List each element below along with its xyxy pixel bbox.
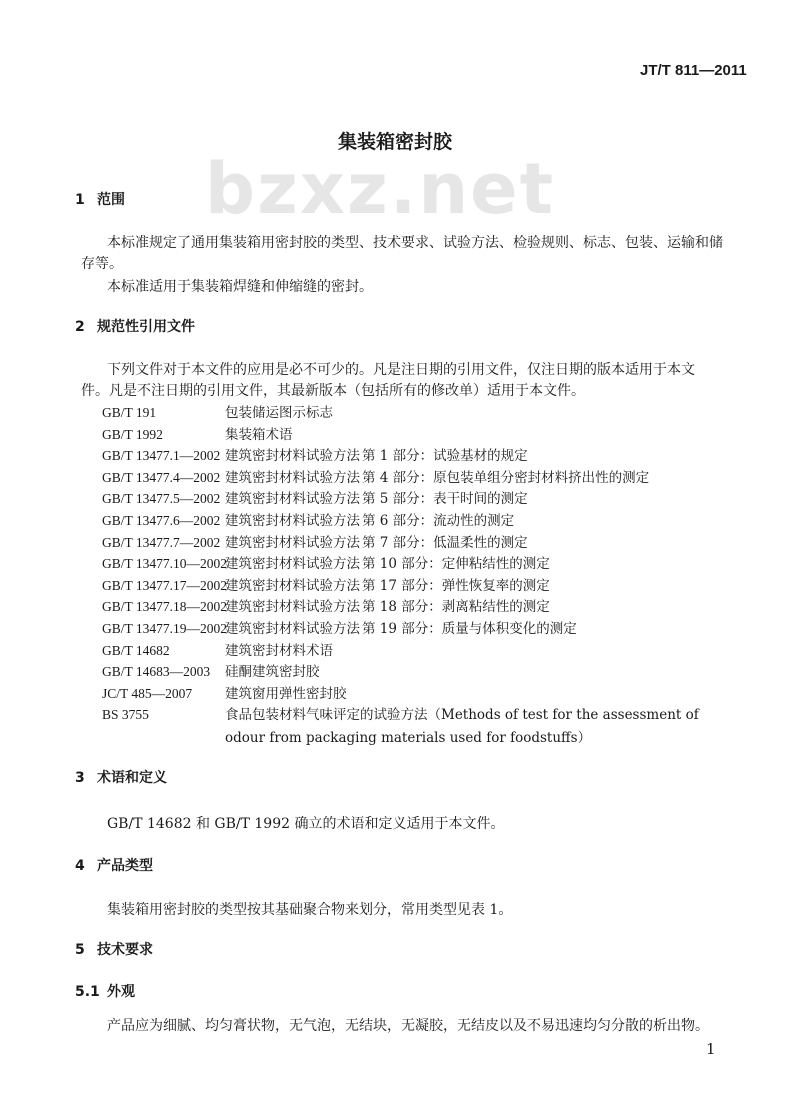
reference-title: 建筑密封材料试验方法 [225,469,360,486]
reference-code: GB/T 13477.5—2002 [102,491,221,507]
reference-code: GB/T 13477.18—2002 [102,599,228,615]
reference-code: BS 3755 [102,707,149,723]
section-heading: 4 产品类型 [75,858,153,874]
reference-code: GB/T 13477.4—2002 [102,469,221,485]
reference-title: 建筑密封材料试验方法 [225,621,360,637]
reference-item [102,598,550,616]
reference-item [102,620,577,638]
reference-title: 食品包装材料气味评定的试验方法（Methods of test for the assessment of [225,707,699,724]
reference-title: 建筑密封材料试验方法 [225,556,360,573]
reference-title: 建筑密封材料试验方法 [225,534,360,551]
reference-part: 第 1 部分：试验基材的规定 [362,448,528,465]
reference-code: GB/T 13477.1—2002 [102,448,221,464]
paragraph-line: 集装箱用密封胶的类型按其基础聚合物来划分，常用类型见表 1。 [107,902,513,918]
reference-item [102,512,514,530]
reference-title: 建筑密封材料试验方法 [225,577,360,594]
reference-item [102,426,362,444]
reference-part: 第 19 部分：质量与体积变化的测定 [362,621,577,637]
standard-number: JT/T 811—2011 [640,62,747,79]
paragraph-line: 下列文件对于本文件的应用是必不可少的。凡是注日期的引用文件，仅注日期的版本适用于本文 [107,362,695,378]
reference-part: 第 5 部分：表干时间的测定 [362,491,528,508]
reference-item [102,685,362,703]
reference-item [102,555,550,573]
reference-item [102,490,528,508]
reference-code: GB/T 13477.10—2002 [102,556,228,572]
reference-item [102,729,591,747]
reference-title: 硅酮建筑密封胶 [225,664,320,681]
reference-title: 建筑窗用弹性密封胶 [225,685,347,702]
reference-code: GB/T 191 [102,405,157,420]
reference-part: 第 18 部分：剥离粘结性的测定 [362,599,550,616]
subsection-heading: 5.1 外观 [75,984,135,1000]
section-heading: 5 技术要求 [75,942,153,958]
reference-part: 第 6 部分：流动性的测定 [362,513,515,529]
reference-title: 集装箱术语 [225,426,293,443]
section-heading: 2 规范性引用文件 [75,319,195,335]
document-title: 集装箱密封胶 [338,131,453,153]
reference-item [102,663,362,681]
reference-item [102,534,528,552]
paragraph-line: 存等。 [81,256,123,272]
reference-title: 建筑密封材料术语 [225,642,333,659]
reference-code: GB/T 14682 [102,642,170,658]
reference-title: 建筑密封材料试验方法 [225,513,360,529]
paragraph-line: 本标准适用于集装箱焊缝和伸缩缝的密封。 [107,279,373,295]
paragraph-line: GB/T 14682 和 GB/T 1992 确立的术语和定义适用于本文件。 [107,816,505,832]
reference-title: 建筑密封材料试验方法 [225,491,360,508]
section-heading: 3 术语和定义 [75,770,167,786]
paragraph-line: 产品应为细腻、均匀膏状物，无气泡，无结块，无凝胶，无结皮以及不易迅速均匀分散的析出物。 [107,1018,709,1034]
reference-title: 建筑密封材料试验方法 [225,448,360,465]
reference-code: GB/T 13477.6—2002 [102,513,221,528]
section-heading: 1 范围 [75,192,125,208]
reference-title: 建筑密封材料试验方法 [225,599,360,616]
reference-part: 第 10 部分：定伸粘结性的测定 [362,556,550,573]
reference-code: GB/T 13477.17—2002 [102,577,228,593]
reference-part: 第 7 部分：低温柔性的测定 [362,534,528,551]
reference-part: 第 4 部分：原包装单组分密封材料挤出性的测定 [362,469,650,486]
reference-code: GB/T 13477.19—2002 [102,621,228,636]
paragraph-line: 件。凡是不注日期的引用文件，其最新版本（包括所有的修改单）适用于本文件。 [81,383,585,399]
reference-title: 包装储运图示标志 [225,405,333,421]
reference-part: 第 17 部分：弹性恢复率的测定 [362,577,550,594]
reference-code: JC/T 485—2007 [102,685,193,701]
reference-code: GB/T 14683—2003 [102,664,211,680]
reference-code: GB/T 1992 [102,426,163,442]
reference-item [102,642,362,660]
paragraph-line: 本标准规定了通用集装箱用密封胶的类型、技术要求、试验方法、检验规则、标志、包装、运输和储 [107,235,723,251]
page-number: 1 [706,1040,716,1058]
reference-code: GB/T 13477.7—2002 [102,534,221,550]
reference-item [102,404,362,422]
reference-title: odour from packaging materials used for foodstuffs） [225,730,592,746]
reference-item [102,706,699,724]
reference-item [102,469,649,487]
watermark: bzxz.net [205,148,556,230]
reference-item [102,447,528,465]
reference-item [102,577,550,595]
